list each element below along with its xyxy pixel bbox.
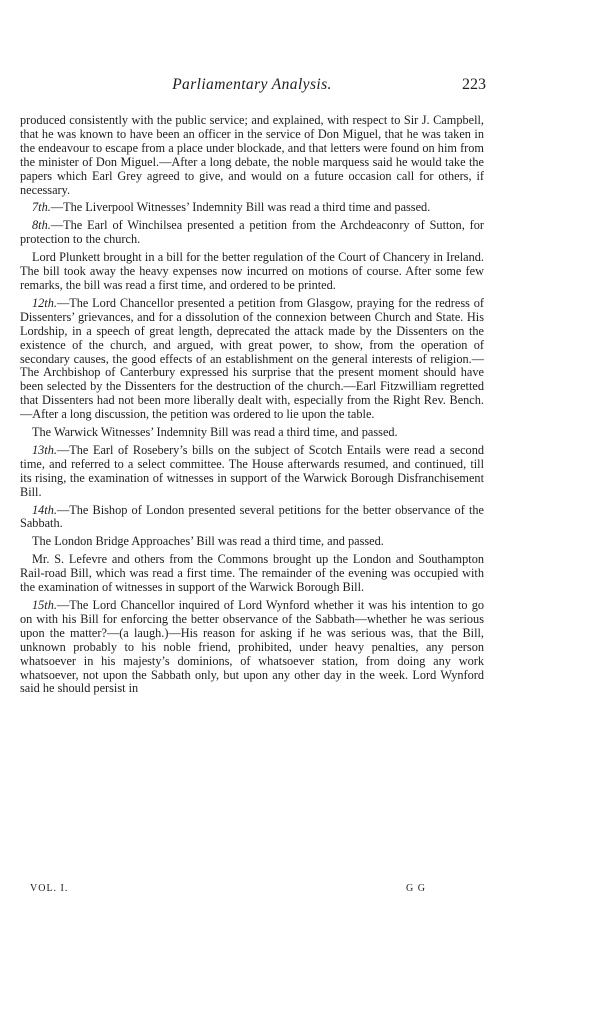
paragraph [20,114,484,197]
volume-mark: VOL. I. [30,883,69,894]
paragraph [20,553,484,595]
page-footer [30,883,426,897]
signature-mark: G G [406,883,426,894]
date-label: 14th. [32,502,57,517]
page-header [18,76,486,96]
paragraph [20,599,484,696]
paragraph [20,504,484,532]
paragraph-text: Lord Plunkett brought in a bill for the better regulation of the Court of Chancery in Ireland. The bill took away the heavy expenses now incurred on motions of course. After some few remarks, the bill was read a first time, and ordered to be printed. [20,250,484,292]
paragraph [20,201,484,215]
paragraph [20,251,484,293]
paragraph-text: The Warwick Witnesses’ Indemnity Bill was read a third time, and passed. [32,425,398,440]
paragraph-text: produced consistently with the public service; and explained, with respect to Sir J. Campbell, that he was known to have been an officer in the service of Don Miguel, that he was taken in the endeavour to escape from a place under blockade, and that letters were found on him from the minister of Don Miguel.—After a long debate, the noble marquess said he would take the papers which Earl Grey agreed to give, and would on a future occasion call for others, if necessary. [20,113,484,197]
paragraph-text: —The Bishop of London presented several petitions for the better observance of the Sabbath. [20,502,484,531]
paragraph-text: —The Earl of Winchilsea presented a petition from the Archdeaconry of Sutton, for protection to the church. [20,218,484,247]
paragraph-text: —The Lord Chancellor inquired of Lord Wynford whether it was his intention to go on with his Bill for enforcing the better observance of the Sabbath—whether he was serious upon the matter?—(a laugh.)—His reason for asking if he was serious was, that the Bill, unknown probably to his noble friend, prohibited, under heavy penalties, any person whatsoever in his majesty’s dominions, of whatsoever station, from doing any work whatsoever, not upon the Sabbath only, but upon any other day in the week. Lord Wynford said he should persist in [20,598,484,696]
date-label: 7th. [32,200,51,215]
paragraph [20,535,484,549]
date-label: 13th. [32,442,57,457]
date-label: 15th. [32,598,57,612]
paragraph [20,426,484,440]
date-label: 8th. [32,218,51,233]
paragraph [20,297,484,422]
paragraph-text: —The Lord Chancellor presented a petition from Glasgow, praying for the redress of Dissenters’ grievances, and for a dissolution of the connexion between Church and State. His Lordship, in a speech of great length, deprecated the attack made by the Dissenters on the existence of the church, and argued, with great power, to show, from the operation of secondary causes, the good effects of an establishment on the general interests of religion.—The Archbishop of Canterbury expressed his surprise that the present moment should have been selected by the Dissenters for the destruction of the church.—Earl Fitzwilliam regretted that Dissenters had not been more liberally dealt with, especially from the Right Rev. Bench.—After a long discussion, the petition was ordered to lie upon the table. [20,295,484,422]
paragraph-text: —The Liverpool Witnesses’ Indemnity Bill was read a third time and passed. [50,200,431,215]
running-title: Parliamentary Analysis. [172,76,332,93]
paragraph [20,219,484,247]
paragraph-text: —The Earl of Rosebery’s bills on the subject of Scotch Entails were read a second time, and referred to a select committee. The House afterwards resumed, and continued, till its rising, the examination of witnesses in support of the Warwick Borough Disfranchisement Bill. [20,442,484,499]
paragraph-text: The London Bridge Approaches’ Bill was read a third time, and passed. [32,534,384,549]
paragraph-text: Mr. S. Lefevre and others from the Commons brought up the London and Southampton Rail-road Bill, which was read a first time. The remainder of the evening was occupied with the examination of witnesses in support of the Warwick Borough Bill. [20,552,484,595]
body-text [20,114,484,700]
page-number: 223 [462,76,486,93]
date-label: 12th. [32,295,57,310]
paragraph [20,444,484,500]
